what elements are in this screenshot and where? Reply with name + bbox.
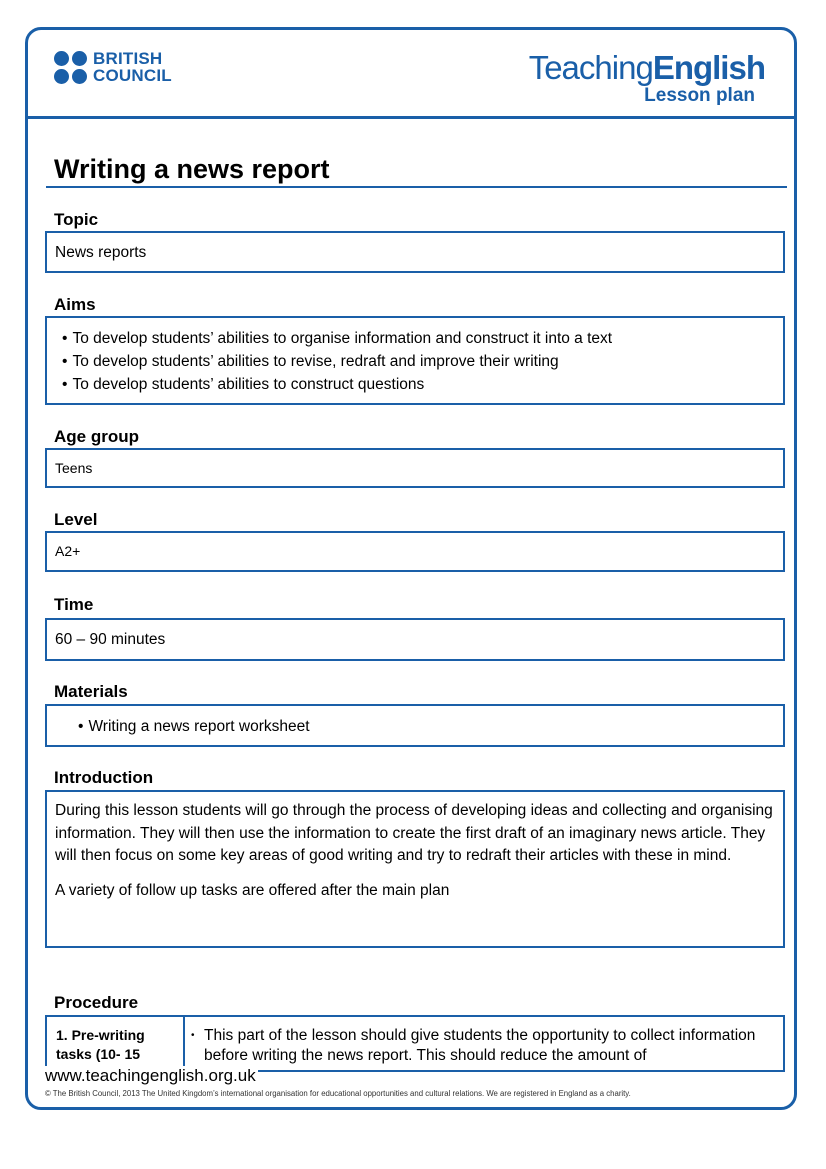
teachingenglish-logo	[529, 50, 765, 106]
introduction-paragraph-1: During this lesson students will go through the process of developing ideas and collecting and organising information. They will then use the information to create the first draft of an imaginary news article. They will then focus on some key areas of good writing and try to redraft their articles with these in mind.	[55, 802, 773, 864]
material-item-1: • Writing a news report worksheet	[78, 715, 310, 738]
footer-url[interactable]: www.teachingenglish.org.uk	[45, 1066, 256, 1085]
aim-item-2: • To develop students’ abilities to revise, redraft and improve their writing	[62, 350, 612, 373]
materials-label: Materials	[54, 682, 128, 701]
procedure-label: Procedure	[54, 993, 139, 1012]
time-box	[45, 618, 785, 661]
materials-list	[78, 715, 310, 738]
te-light-text: Teaching	[528, 49, 653, 86]
lesson-plan-subtitle: Lesson plan	[644, 85, 755, 106]
procedure-step-title: 1. Pre-writing tasks (10- 15	[47, 1017, 185, 1070]
brand-text	[93, 50, 172, 84]
age-group-label: Age group	[54, 427, 139, 446]
procedure-step-text: This part of the lesson should give students the opportunity to collect information before writing the news report. This should reduce the amount of	[204, 1027, 756, 1064]
aim-item-3: • To develop students’ abilities to construct questions	[62, 373, 612, 396]
footer-copyright: © The British Council, 2013 The United Kingdom’s international organisation for educational opportunities and cultural relations. We are registered in England as a charity.	[45, 1089, 631, 1098]
title-divider	[46, 186, 787, 188]
page-title: Writing a news report	[54, 154, 330, 184]
level-label: Level	[54, 510, 98, 529]
topic-label: Topic	[54, 210, 99, 229]
introduction-paragraph-2: A variety of follow up tasks are offered after the main plan	[55, 881, 450, 899]
introduction-body	[55, 800, 777, 902]
british-council-logo	[54, 50, 172, 84]
time-label: Time	[54, 595, 94, 614]
brand-line-1: BRITISH	[93, 49, 163, 68]
level-value: A2+	[55, 543, 81, 559]
logo-dots-icon	[54, 51, 87, 84]
aims-label: Aims	[54, 295, 96, 314]
materials-box	[45, 704, 785, 747]
level-box	[45, 531, 785, 572]
header-divider	[25, 116, 797, 119]
aims-list	[62, 327, 612, 396]
age-group-value: Teens	[55, 460, 93, 476]
age-group-box	[45, 448, 785, 488]
aims-box	[45, 316, 785, 405]
topic-value: News reports	[55, 244, 147, 261]
brand-line-2: COUNCIL	[93, 66, 172, 85]
introduction-box	[45, 790, 785, 948]
procedure-table	[45, 1015, 785, 1072]
aim-item-1: • To develop students’ abilities to organise information and construct it into a text	[62, 327, 612, 350]
te-bold-text: English	[652, 49, 765, 86]
time-value: 60 – 90 minutes	[55, 631, 166, 648]
introduction-label: Introduction	[54, 768, 154, 787]
topic-box	[45, 231, 785, 273]
procedure-step-content	[193, 1026, 778, 1065]
bullet-icon: •	[191, 1030, 195, 1041]
